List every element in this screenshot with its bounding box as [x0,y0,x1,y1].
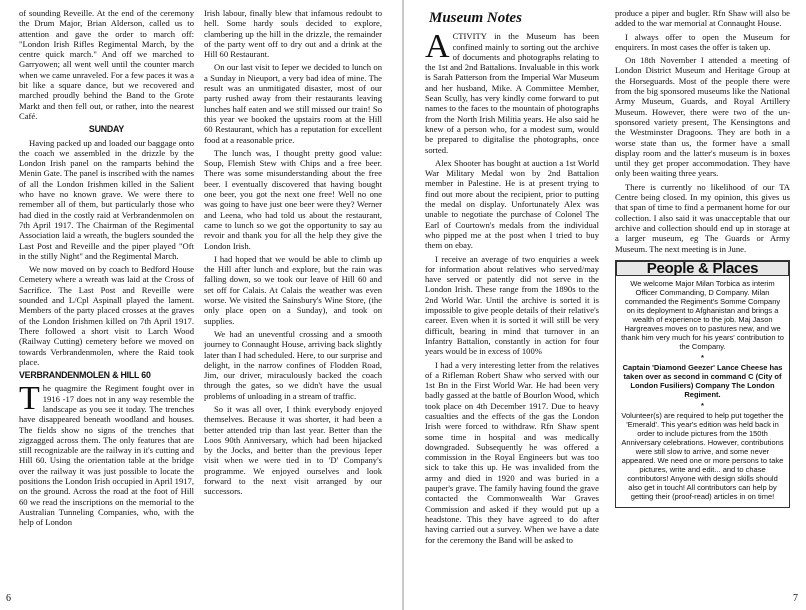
page-number: 6 [6,593,11,604]
drop-cap: T [19,380,40,418]
paragraph: I had a very interesting letter from the relatives of a Rifleman Robert Shaw who served with our 1st Bn in the First World War. He had been very badly gassed at the battle of Bourlon Wood, which took place on 4th December 1917. Due to heavy casualties and the effects of the gas the London Irish were forced to withdraw. Rfn Shaw spent some time in hospital and was medically downgraded. Subsequently he was offered a commission in the Royal Engineers but was too sick to take this up. He was invalided from the army and died in 1920 and was buried in a pauper's grave. The family having found the grave contacted the Commonwealth War Graves Commission and asked if they would put up a headstone. This they have agreed to do after having carried out a survey. When we have a date for the ceremony the Band will be asked to [425,359,599,545]
paragraph-with-dropcap [19,380,194,528]
paragraph: Having packed up and loaded our baggage onto the coach we assembled in the drizzle by the London Irish panel on the ramparts behind the Menin Gate. The panel is inscribed with the names of all the London Irishmen killed in the Salient who have no known grave. We were there to remember all of them, but particularly those who had died in the costly raid at Verbrandenmolen on 7th April 1917. The Chairman of the Regimental Association laid a wreath, the buglers sounded the Last Post and Reveille and the piper played "Oft in the stilly Night" and the Regimental March. [19,137,194,261]
right-column-2 [615,8,790,588]
paragraph: I always offer to open the Museum for enquirers. In most cases the offer is taken up. [615,31,790,52]
page-number: 7 [793,593,798,604]
paragraph: produce a piper and bugler. Rfn Shaw will also be added to the war memorial at Connaught House. [615,8,790,29]
paragraph: I had hoped that we would be able to climb up the Hill after lunch and explore, but the rain was falling down, so we took our leave of Hill 60 and set off for Calais. At Calais the weather was even worse. We visited the Sainsbury's Wine Store, (the only place open on a Sunday), and took on supplies. [204,253,382,326]
box-paragraph: Volunteer(s) are required to help put together the 'Emerald'. This year's edition was held back in order to include pictures from the 150th Anniversary celebrations. However, contributions were still slow to arrive, and some never appeared. We need one or more persons to take pictures, write and edit... and to chase contributors! Anyone with design skills should also get in touch! All contributors can help by getting their (proof-read) articles in on time! [621,410,784,501]
paragraph-text: he quagmire the Regiment fought over in 1916 -17 does not in any way resemble the landscape as you see it today. The trenches have disappeared beneath woodland and houses. The fields show no signs of the trenches that zigzagged across them. The only features that are still recognizable are the railway in it's cutting and Hill 60. Using the orientation table at the bridge over the railway it was just possible to locate the positions the London Irish occupied in April 1917, on the ground. Across the road at the foot of Hill 60 we read the inscriptions on the memorial to the Australian Tunneling Companies, who, with the help of London [19,383,194,528]
star-separator: * [701,352,704,362]
people-and-places-box [615,260,790,508]
drop-cap: A [425,28,450,66]
paragraph: So it was all over, I think everybody enjoyed themselves. Because it was shorter, it had been a better attended trip than last year. Better than the Loos 90th Anniversary, which had been hijacked by the Jocks, and better than the previous Ieper visit when we were tied in to 'D' Company's programme. We enjoyed ourselves and look forward to the next visit arranged by our successors. [204,403,382,497]
left-page [0,0,402,610]
section-title: Museum Notes [429,10,522,26]
box-title: People & Places [616,261,789,276]
paragraph: Irish labour, finally blew that infamous redoubt to hell. Some hardy souls decided to explore, clambering up the hill in the drizzle, the remainder of the party went off to dry out and a drink at the Hill 60 Restaurant. [204,8,382,60]
sunday-heading: SUNDAY [88,124,125,135]
paragraph: Alex Shooter has bought at auction a 1st World War Military Medal won by 2nd Battalion member in Palestine. He is at present trying to find out more about the recipient, prior to putting the medal on display. Unfortunately Alex was unable to negotiate the purchase of Colonel The Earl of Courtown's medals from the individual who pipped me at the post when I tried to buy them on ebay. [425,157,599,251]
left-column-1 [19,8,194,588]
paragraph: There is currently no likelihood of our TA Centre being closed. In my opinion, this gives us that span of time to find a permanent home for our collection. I also said it was unacceptable that our archive and collection should end up in storage at a larger museum, eg The Guards or Army Museum. The next meeting is in June. [615,181,790,254]
box-paragraph: We welcome Major Milan Torbica as interim Officer Commanding, D Company. Milan commanded the Regiment's Somme Company on its deployment to Afghanistan and brings a wealth of experience to the job. Maj Jason Hargreaves moves on to pastures new, and we thank him very much for his years' contribution to the Company. [621,278,784,351]
paragraph: We now moved on by coach to Bedford House Cemetery where a wreath was laid at the Cross of Sacrifice. The Last Post and Reveille were sounded and L/Cpl Aspinall played the lament. Members of the party placed crosses at the graves of the London Irishmen killed on 7th April 1917. There followed a short visit to Larch Wood (Railway Cutting) cemetery before we moved on towards Verbrandenmolen, where the Raid took place. [19,264,194,367]
paragraph: The lunch was, I thought pretty good value: Soup, Flemish Stew with Chips and a free beer. There was some misunderstanding about the free beer. I eventually discovered that having bought one beer, you got the next one free! Well no one was going to have just one beer were they? Werner and Leena, who had told us about the restaurant, came to lunch so we got the opportunity to say au revoir and thank you for all the help they give the London Irish. [204,147,382,251]
paragraph-text: CTIVITY in the Museum has been confined mainly to sorting out the archive of documents and photographs relating to the 1st and 2nd Battalions. Invaluable in this work is Sarah Patterson from the Imperial War Museum and her husband, Mike. A Committee Member, Sean Scully, has very kindly come forward to put names to the faces to the mountain of photographs from the North Irish Militia years. He also said he knew of a person who, for a modest sum, would be prepared to digitalise the photographs, once sorted. [425,31,599,155]
paragraph: On 18th November I attended a meeting of London District Museum and Heritage Group at the Horseguards. Most of the people there were from the big sponsored museums like the National Army Museum, Guards, and Royal Artillery Museum. However, there were two of the un-sponsored variety present, The Kensingtons and the Westminster Dragoons. They are both in a worse state than us, the former have a small display room and the latter's museum is in boxes until they get proper accommodation. They have only been waiting three years. [615,55,790,179]
box-paragraph: Captain 'Diamond Geezer' Lance Cheese has taken over as second in command C (City of London Fusiliers) Company The London Regiment. [622,362,783,399]
right-column-1 [425,8,599,588]
verbrandenmolen-heading: VERBRANDENMOLEN & HILL 60 [19,370,151,381]
paragraph-with-dropcap [425,28,599,155]
paragraph: I receive an average of two enquiries a week for information about relatives who served/may have served or patently did not serve in the London Irish. These range from the 1890s to the 2nd World War. Until the archive is sorted it is impossible to give people details of their relative's career. Even when it is sorted it will still be very difficult, bearing in mind that turnover in an Infantry Battalion, constantly in action for four years would be in excess of 100% [425,253,599,357]
star-separator: * [701,400,704,410]
left-column-2 [204,8,382,588]
paragraph: We had an uneventful crossing and a smooth journey to Connaught House, arriving back slightly later than I had scheduled. Here, to our surprise and delight, in the narrow confines of Flodden Road, Jim, our driver, miraculously backed the coach through the gates, so we didn't have the usual problems of unloading in a stream of traffic. [204,328,382,401]
right-page [404,0,806,610]
paragraph: of sounding Reveille. At the end of the ceremony the Drum Major, Brian Alderson, called us to attention and gave the order to march off: "London Irish Rifles Regimental March, by the centre quick march." And off we marched to Garryowen; all went well until the counter march when we came unraveled. For a few paces it was a bit like a square dance, but we recovered and marched proudly behind the Band to the Grote Markt and then fell out, or rather, into the nearest Café. [19,8,194,121]
paragraph: On our last visit to Ieper we decided to lunch on a Sunday in Nieuport, a very bad idea of mine. The result was an unmitigated disaster, most of our party rushed away from their restaurants leaving lunches half eaten and we still missed our train! So this year we booked the upstairs room at the Hill 60 Restaurant, which has a reputation for excellent food at a reasonable price. [204,62,382,145]
